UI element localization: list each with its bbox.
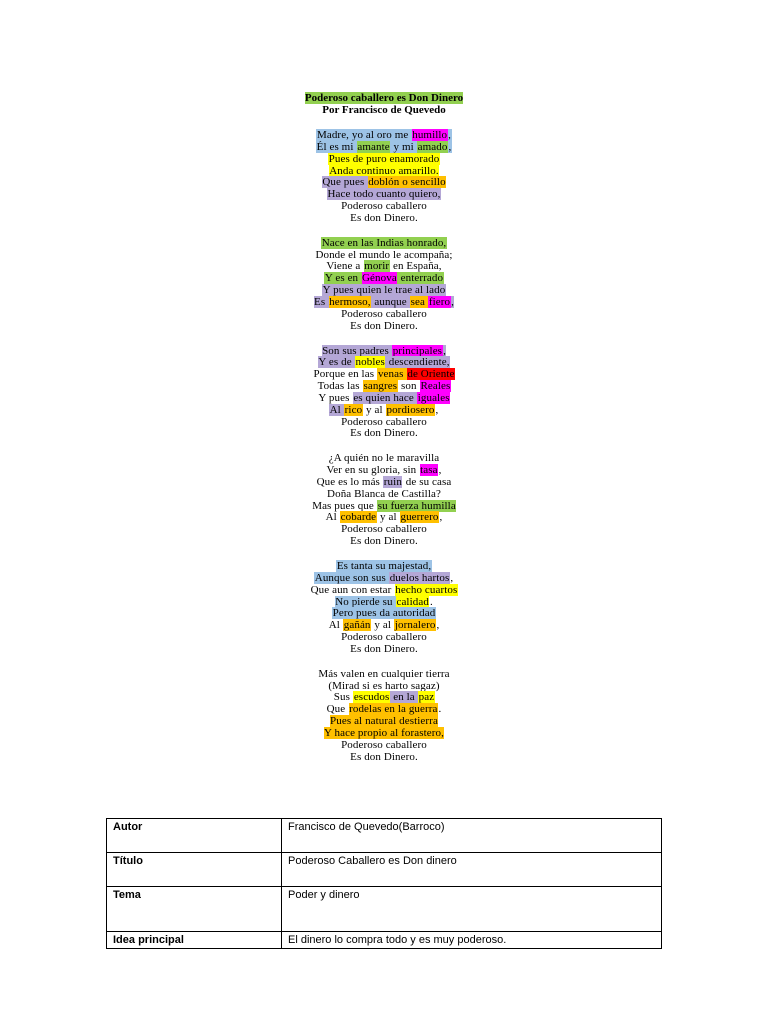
poem-stanza	[214, 453, 554, 548]
highlighted-text: nobles	[355, 356, 385, 369]
poem-text: Todas las	[317, 380, 363, 393]
poem-title-text: Poderoso caballero es Don Dinero	[304, 92, 464, 104]
poem-author: Por Francisco de Quevedo	[322, 104, 446, 116]
poem-line	[214, 740, 554, 752]
poem-text: Que aun con estar	[310, 583, 395, 596]
poem-line	[214, 585, 554, 597]
poem-text: y al	[363, 403, 386, 416]
highlighted-text: Es tanta su majestad,	[336, 560, 432, 572]
poem-line	[214, 154, 554, 166]
highlighted-text: Madre, yo al oro me	[316, 129, 412, 141]
poem-line	[214, 752, 554, 764]
highlighted-text: No pierde su	[335, 595, 396, 608]
poem-line	[214, 393, 554, 405]
highlighted-text: morir	[364, 260, 390, 273]
poem-stanza	[214, 130, 554, 225]
poem-text: Ver en su gloria, sin	[326, 464, 420, 477]
poem-line	[214, 477, 554, 489]
table-row	[107, 853, 662, 887]
label-autor: Autor	[113, 821, 143, 833]
highlighted-text: Y hace propio al forastero,	[324, 726, 444, 739]
value-autor: Francisco de Quevedo(Barroco)	[288, 821, 445, 833]
poem-text: Es don Dinero.	[350, 750, 418, 763]
highlighted-text: descendiente,	[385, 356, 450, 369]
value-titulo: Poderoso Caballero es Don dinero	[288, 855, 457, 867]
highlighted-text: duelos hartos	[389, 571, 450, 584]
info-table	[106, 818, 662, 949]
highlighted-text: guerrero	[400, 511, 439, 524]
poem-text: ,	[450, 571, 454, 584]
highlighted-text: en la	[390, 691, 418, 704]
poem-stanza	[214, 346, 554, 441]
value-idea-principal: El dinero lo compra todo y es muy poderoso.	[288, 934, 507, 946]
poem-text: Poderoso caballero	[341, 738, 427, 751]
highlighted-text: ruin	[383, 475, 402, 488]
poem-text: Que es lo más	[316, 475, 383, 488]
poem-text: y al	[371, 619, 394, 632]
highlighted-text: Al	[329, 403, 344, 416]
poem-text: Poderoso caballero	[341, 415, 427, 428]
highlighted-text: venas	[377, 368, 407, 381]
poem	[214, 92, 554, 777]
highlighted-text: es quien hace	[353, 391, 417, 404]
poem-text: .	[438, 703, 442, 716]
poem-line	[214, 489, 554, 501]
poem-text: son	[398, 380, 420, 393]
highlighted-text: Es	[314, 295, 329, 308]
poem-text: Viene a	[326, 260, 364, 273]
highlighted-text: ,	[451, 295, 454, 308]
poem-text: Es don Dinero.	[350, 535, 418, 548]
poem-text: Sus	[333, 691, 353, 704]
highlighted-text: aunque	[371, 295, 410, 308]
highlighted-text: Y pues quien le trae al lado	[322, 284, 446, 297]
poem-text: ,	[438, 464, 442, 477]
highlighted-text: enterrado	[397, 272, 444, 285]
poem-stanza	[214, 669, 554, 764]
highlighted-text: y mi	[390, 140, 417, 153]
table-label-cell	[107, 932, 282, 949]
highlighted-text: calidad	[396, 595, 429, 608]
highlighted-text: Génova	[362, 272, 397, 285]
highlighted-text: Nace en las Indias honrado,	[321, 236, 447, 249]
highlighted-text: Y es de	[318, 356, 355, 369]
highlighted-text: humillo	[412, 129, 448, 141]
poem-line	[214, 428, 554, 440]
poem-text: Donde el mundo le acompaña;	[315, 248, 453, 261]
poem-line	[214, 573, 554, 585]
poem-text: Mas pues que	[312, 499, 377, 512]
poem-stanza	[214, 238, 554, 333]
highlighted-text: fiero	[428, 295, 451, 308]
table-value-cell	[282, 887, 662, 932]
highlighted-text: gañán	[343, 619, 371, 632]
poem-text: Que	[326, 703, 349, 716]
table-label-cell	[107, 887, 282, 932]
table-row	[107, 887, 662, 932]
highlighted-text: Hace todo cuanto quiero,	[327, 188, 441, 201]
highlighted-text: Que pues	[322, 176, 368, 189]
poem-line	[214, 669, 554, 681]
poem-line	[214, 142, 554, 154]
label-tema: Tema	[113, 889, 141, 901]
poem-text: Poderoso caballero	[341, 200, 427, 213]
highlighted-text: ,	[448, 140, 452, 153]
poem-line	[214, 644, 554, 656]
table-value-cell	[282, 932, 662, 949]
highlighted-text: hecho cuartos	[395, 583, 458, 596]
highlighted-text: doblón o sencillo	[368, 176, 446, 189]
highlighted-text: ,	[443, 344, 446, 357]
poem-stanzas	[214, 130, 554, 764]
table-label-cell	[107, 819, 282, 853]
highlighted-text: tasa	[420, 464, 438, 477]
highlighted-text: amado	[417, 140, 448, 153]
highlighted-text: de Oriente	[407, 368, 455, 381]
highlighted-text: Pues de puro enamorado	[328, 152, 440, 165]
highlighted-text: Pues al natural destierra	[330, 715, 438, 728]
highlighted-text: hermoso,	[329, 295, 371, 308]
poem-text: ,	[435, 403, 439, 416]
label-idea-principal: Idea principal	[113, 934, 184, 946]
highlighted-text: Él es mi	[316, 140, 357, 153]
poem-text: Doña Blanca de Castilla?	[327, 487, 441, 500]
poem-text: y al	[377, 511, 400, 524]
highlighted-text: Anda continuo amarillo.	[329, 164, 439, 177]
highlighted-text: Y es en	[324, 272, 362, 285]
poem-text: (Mirad si es harto sagaz)	[328, 679, 440, 692]
value-tema: Poder y dinero	[288, 889, 360, 901]
poem-line	[214, 213, 554, 225]
highlighted-text: sangres	[363, 380, 398, 393]
highlighted-text: su fuerza humilla	[377, 499, 456, 512]
poem-text: .	[429, 595, 433, 608]
poem-text: Es don Dinero.	[350, 642, 418, 655]
poem-line	[214, 536, 554, 548]
highlighted-text: sea	[410, 295, 428, 308]
poem-line	[214, 321, 554, 333]
highlighted-text: paz	[418, 691, 435, 704]
poem-line	[214, 238, 554, 250]
table-label-cell	[107, 853, 282, 887]
poem-title	[214, 92, 554, 104]
highlighted-text: Pero pues da autoridad	[332, 607, 436, 620]
highlighted-text: principales	[392, 344, 443, 357]
poem-text: ¿A quién no le maravilla	[328, 452, 440, 465]
poem-text: Y pues	[318, 391, 353, 404]
poem-text: Al	[325, 511, 340, 524]
highlighted-text: pordiosero	[386, 403, 435, 416]
poem-text: Es don Dinero.	[350, 211, 418, 224]
poem-line	[214, 309, 554, 321]
table-value-cell	[282, 819, 662, 853]
poem-text: de su casa	[402, 475, 452, 488]
highlighted-text: cobarde	[340, 511, 377, 524]
highlighted-text: iguales	[417, 391, 450, 404]
table-row	[107, 932, 662, 949]
highlighted-text: amante	[357, 140, 390, 153]
poem-text: Poderoso caballero	[341, 631, 427, 644]
table-value-cell	[282, 853, 662, 887]
poem-text: en España,	[390, 260, 442, 273]
poem-text: Es don Dinero.	[350, 319, 418, 332]
highlighted-text: ,	[448, 129, 452, 141]
table-row	[107, 819, 662, 853]
label-titulo: Título	[113, 855, 143, 867]
highlighted-text: Reales	[420, 380, 451, 393]
poem-text: ,	[439, 511, 443, 524]
poem-text: Más valen en cualquier tierra	[318, 667, 450, 680]
poem-text: Porque en las	[313, 368, 377, 381]
highlighted-text: rodelas en la guerra	[349, 703, 438, 716]
highlighted-text: rico	[344, 403, 363, 416]
poem-text: Poderoso caballero	[341, 523, 427, 536]
poem-text: Poderoso caballero	[341, 307, 427, 320]
poem-line	[214, 405, 554, 417]
highlighted-text: Son sus padres	[322, 344, 392, 357]
highlighted-text: jornalero	[394, 619, 436, 632]
poem-text: ,	[436, 619, 440, 632]
poem-stanza	[214, 561, 554, 656]
poem-text: Al	[328, 619, 343, 632]
highlighted-text: Aunque son sus	[314, 571, 389, 584]
poem-text: Es don Dinero.	[350, 427, 418, 440]
highlighted-text: escudos	[353, 691, 390, 704]
